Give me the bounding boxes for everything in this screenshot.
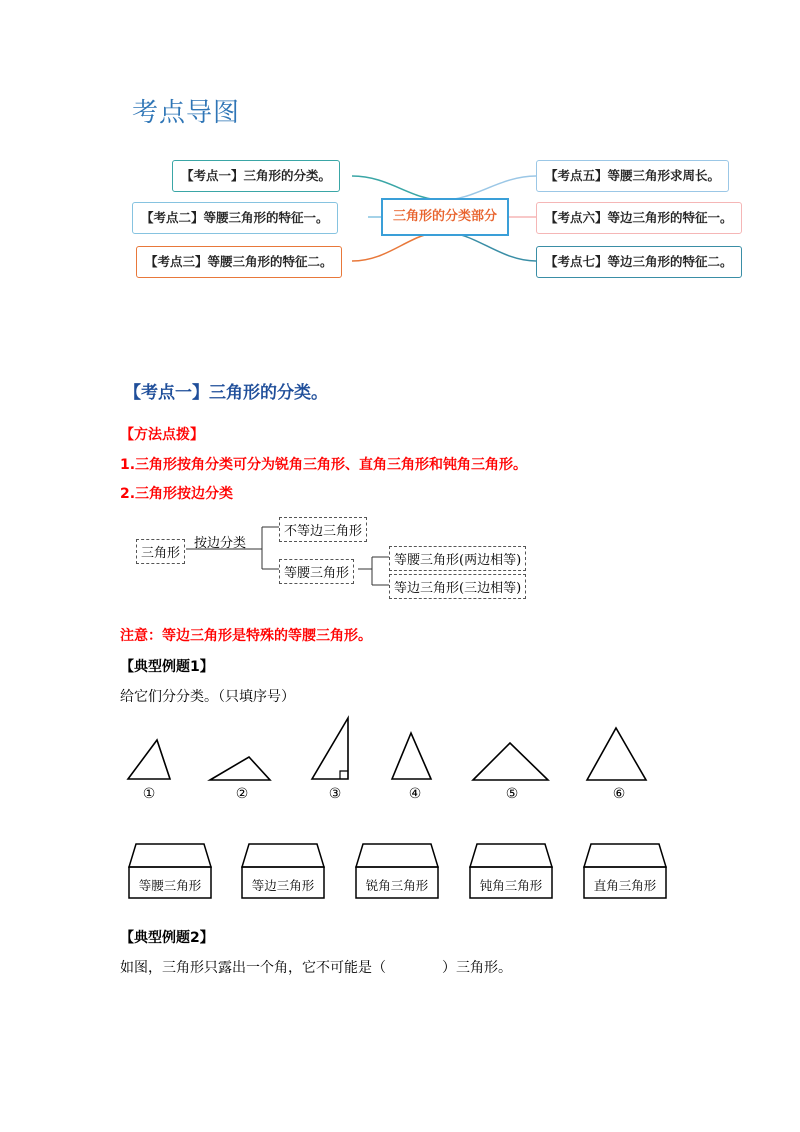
bin-obtuse[interactable] [469, 843, 553, 899]
number-1: ① [142, 786, 156, 802]
section-heading: 【考点一】三角形的分类。 [124, 383, 328, 403]
tree-scalene: 不等边三角形 [279, 517, 367, 542]
mindmap-node-kp6: 【考点六】等边三角形的特征一。 [536, 202, 742, 234]
triangle-5 [473, 743, 548, 780]
example2-question: 如图，三角形只露出一个角，它不可能是（ ）三角形。 [120, 960, 512, 976]
page-title: 考点导图 [132, 98, 241, 128]
method-point-1: 1.三角形按角分类可分为锐角三角形、直角三角形和钝角三角形。 [120, 457, 528, 473]
tree-isosceles: 等腰三角形 [279, 559, 354, 584]
tree-root: 三角形 [136, 539, 185, 564]
triangle-4 [392, 733, 431, 779]
bin-label: 锐角三角形 [365, 878, 429, 893]
triangle-6 [587, 728, 646, 780]
bin-label: 钝角三角形 [479, 878, 543, 893]
bin-acute[interactable] [355, 843, 439, 899]
right-angle-mark [340, 771, 348, 779]
mindmap-center: 三角形的分类部分 [381, 198, 509, 236]
tree-by-side-label: 按边分类 [194, 536, 247, 551]
note-text: 注意：等边三角形是特殊的等腰三角形。 [120, 628, 372, 644]
mindmap-node-kp3: 【考点三】等腰三角形的特征二。 [136, 246, 342, 278]
bin-label: 等腰三角形 [138, 878, 202, 893]
bin-isosceles[interactable] [128, 843, 212, 899]
bin-right[interactable] [583, 843, 667, 899]
triangle-3 [312, 718, 348, 779]
number-6: ⑥ [612, 786, 626, 802]
example1-question: 给它们分分类。（只填序号） [120, 689, 295, 705]
bin-label: 直角三角形 [593, 878, 657, 893]
number-2: ② [235, 786, 249, 802]
mindmap-node-kp5: 【考点五】等腰三角形求周长。 [536, 160, 729, 192]
example2-title: 【典型例题2】 [120, 930, 214, 946]
mindmap-node-kp1: 【考点一】三角形的分类。 [172, 160, 340, 192]
triangle-2 [210, 757, 270, 780]
triangle-1 [128, 740, 170, 779]
number-5: ⑤ [505, 786, 519, 802]
mindmap-node-kp7: 【考点七】等边三角形的特征二。 [536, 246, 742, 278]
number-4: ④ [408, 786, 422, 802]
tree-isosceles-sub: 等腰三角形(两边相等) [389, 546, 526, 571]
example1-title: 【典型例题1】 [120, 659, 214, 675]
method-point-2: 2.三角形按边分类 [120, 486, 234, 502]
bin-equilateral[interactable] [241, 843, 325, 899]
method-title: 【方法点拨】 [120, 427, 204, 443]
tree-equilateral-sub: 等边三角形(三边相等) [389, 574, 526, 599]
bin-label: 等边三角形 [251, 878, 315, 893]
mindmap-node-kp2: 【考点二】等腰三角形的特征一。 [132, 202, 338, 234]
number-3: ③ [328, 786, 342, 802]
